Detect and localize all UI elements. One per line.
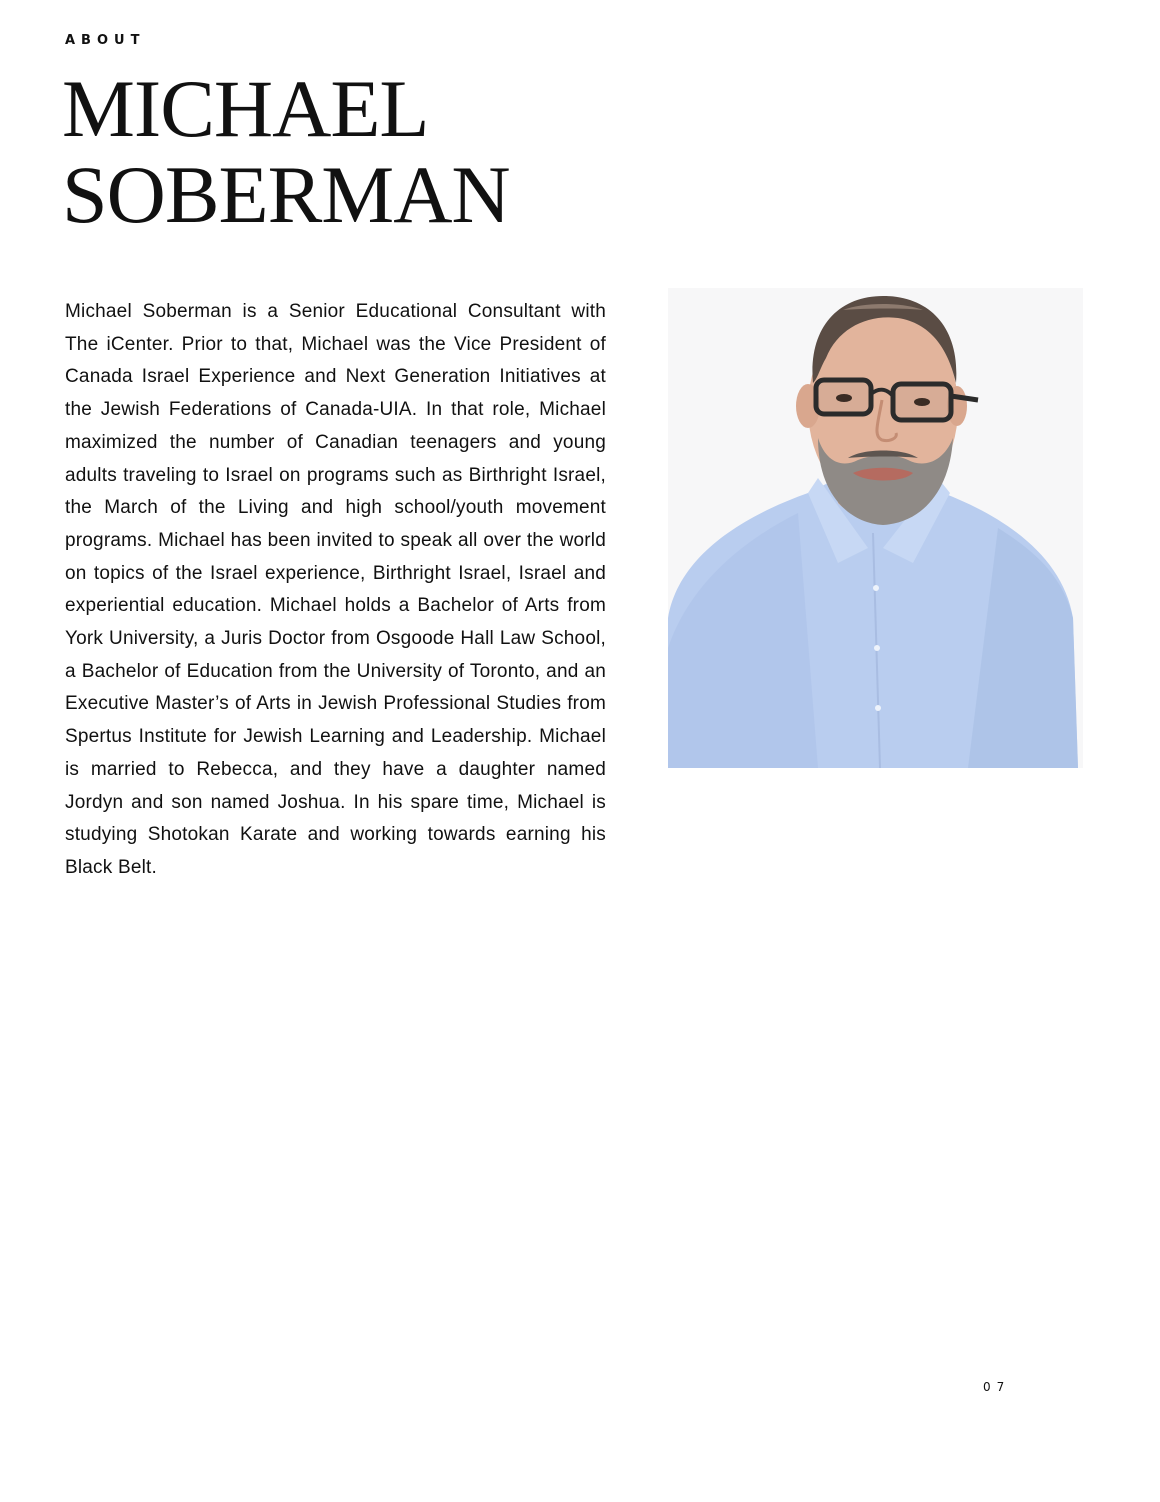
- page-number: 07: [983, 1380, 1011, 1394]
- section-label: ABOUT: [65, 33, 146, 48]
- title-first-name: MICHAEL: [62, 63, 429, 154]
- page-title: [62, 63, 510, 240]
- title-last-name: SOBERMAN: [62, 149, 510, 240]
- portrait-photo: [668, 288, 1083, 768]
- bio-paragraph: Michael Soberman is a Senior Educational Consultant with The iCenter. Prior to that, Michael was the Vice President of Canada Israel Experience and Next Generation Initiatives at the Jewish Federations of Canada-UIA. In that role, Michael maximized the number of Canadian teenagers and young adults traveling to Israel on programs such as Birthright Israel, the March of the Living and high school/youth movement programs. Michael has been invited to speak all over the world on topics of the Israel experience, Birthright Israel, Israel and experiential education. Michael holds a Bachelor of Arts from York University, a Juris Doctor from Osgoode Hall Law School, a Bachelor of Education from the University of Toronto, and an Executive Master’s of Arts in Jewish Professional Studies from Spertus Institute for Jewish Learning and Leadership. Michael is married to Rebecca, and they have a daughter named Jordyn and son named Joshua. In his spare time, Michael is studying Shotokan Karate and working towards earning his Black Belt.: [65, 301, 606, 878]
- portrait-illustration: [668, 288, 1083, 768]
